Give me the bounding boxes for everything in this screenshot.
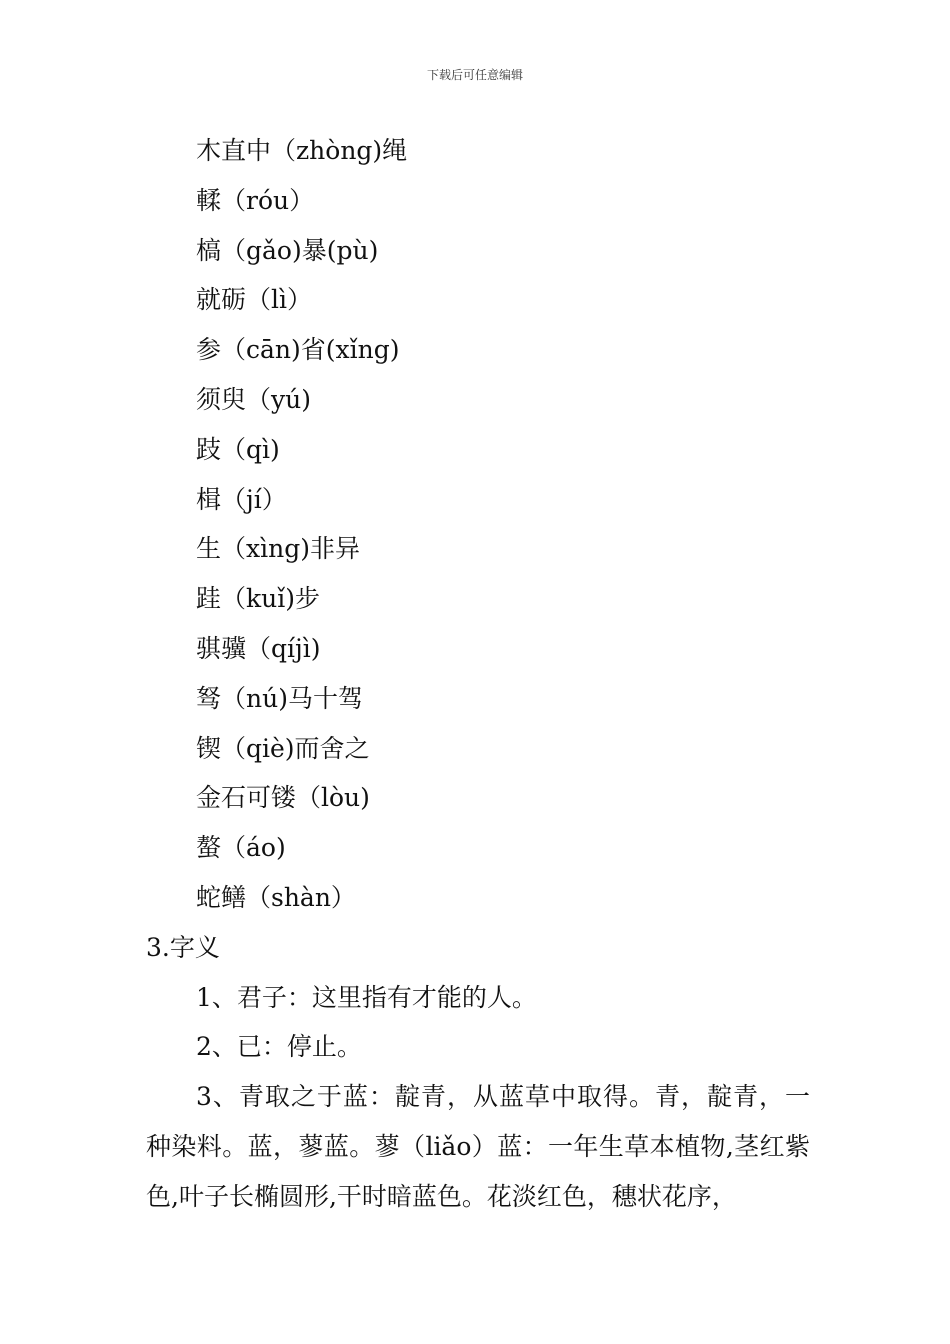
pronunciation-item: 生（xìng)非异 [196,534,360,564]
section-heading: 3.字义 [146,932,220,962]
pronunciation-item: 輮（róu） [196,185,315,215]
pronunciation-item: 金石可镂（lòu) [196,783,370,813]
pronunciation-item: 槁（gǎo)暴(pù) [196,235,379,265]
meaning-item: 3、青取之于蓝：靛青，从蓝草中取得。青，靛青，一种染料。蓝，蓼蓝。蓼（liǎo）蓝：一年生草本植物,茎红紫色,叶子长椭圆形,干时暗蓝色。花淡红色，穗状花序， [146,1082,810,1211]
pronunciation-item: 驽（nú)马十驾 [196,683,363,713]
pronunciation-item: 参（cān)省(xǐng) [196,335,400,365]
pronunciation-item: 跂（qì) [196,434,280,464]
pronunciation-item: 锲（qiè)而舍之 [196,733,370,763]
pronunciation-item: 跬（kuǐ)步 [196,584,320,614]
document-body [146,126,810,1222]
meaning-item: 1、君子：这里指有才能的人。 [196,982,537,1012]
header-note: 下载后可任意编辑 [426,68,523,82]
pronunciation-item: 骐骥（qíjì) [196,633,321,663]
pronunciation-item: 须臾（yú) [196,384,311,414]
pronunciation-item: 就砺（lì） [196,285,312,315]
meaning-item: 2、已：停止。 [196,1032,362,1062]
meaning-list [146,973,810,1222]
pronunciation-item: 楫（jí） [196,484,287,514]
pronunciation-item: 蛇鳝（shàn） [196,882,356,912]
pronunciation-list [146,126,810,923]
pronunciation-item: 木直中（zhòng)绳 [196,136,408,165]
pronunciation-item: 螯（áo) [196,833,286,863]
